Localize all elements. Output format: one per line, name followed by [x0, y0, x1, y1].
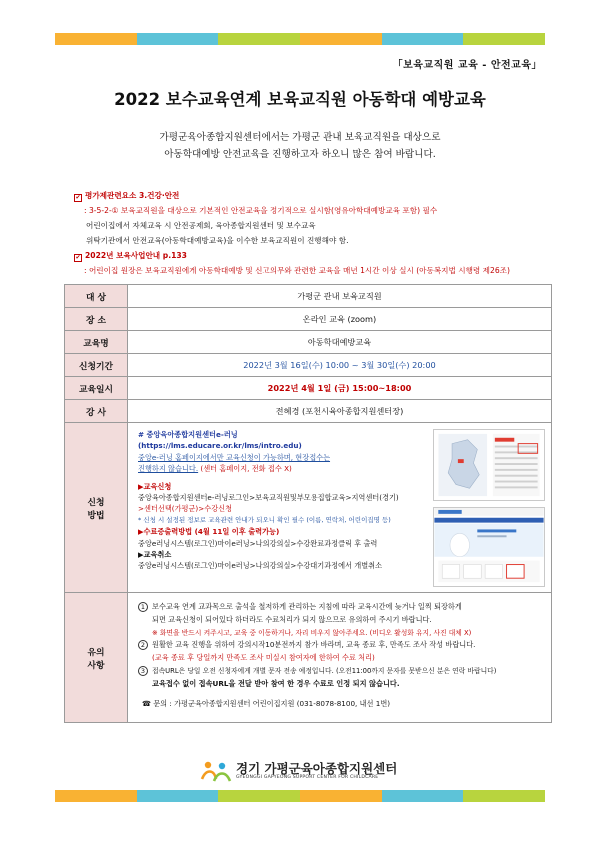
notes-section: ✔ 평가제관련요소 3.건강·안전 : 3-5-2-① 보육교직원을 대상으로 기본적인 안전교육을 정기적으로 실시함(영유아학대예방교육 포함) 필수 어린이집에서 자체교육 시 안전공제회, 육아종합지원센터 및 보수교육 위탁기관에서 안전교육(아동학대예방교육)을 이수한 보육교직원이 진행해야 함. ✔ 2022년 보육사업안내 p.133 : 어린이집 원장은 보육교직원에게 아동학대예방 및 신고의무와 관련한 교육을 매년 1시간 이상 실시 (아동복지법 시행령 제26조) — [75, 191, 510, 275]
period-value: 2022년 3월 16일(수) 10:00 ~ 3월 30일(수) 20:00 — [128, 354, 552, 377]
caution-label: 유의 사항 — [65, 593, 128, 723]
course-label: 교육명 — [65, 331, 128, 354]
target-label: 대 상 — [65, 285, 128, 308]
method-label: 신청 방법 — [65, 423, 128, 593]
lecturer-value: 전혜경 (포천시육아종합지원센터장) — [128, 400, 552, 423]
logo-icon — [200, 759, 232, 783]
site-title: # 중앙육아종합지원센터e-러닝 — [138, 430, 238, 439]
number-3-icon: 3 — [138, 666, 148, 676]
number-1-icon: 1 — [138, 602, 148, 612]
center-logo — [200, 759, 410, 785]
center-english-name: GYEONGGI GAPYEONG SUPPORT CENTER FOR CHILDCARE — [236, 775, 379, 780]
screenshot-thumbnail-elearning — [433, 507, 545, 587]
date-value: 2022년 4월 1일 (금) 15:00~18:00 — [128, 377, 552, 400]
site-url-link[interactable]: (https://lms.educare.or.kr/lms/intro.edu) — [138, 441, 302, 451]
checkbox-icon: ✔ — [75, 194, 81, 201]
top-color-bar — [55, 33, 545, 45]
method-cell: # 중앙육아종합지원센터e-러닝 (https://lms.educare.or.kr/lms/intro.edu) 중앙e-러닝 홈페이지에서만 교육신청이 가능하며, 현장접수는 진행하지 않습니다. (센터 홈페이지, 전화 접수 X) ▶교육신청 중앙육아종합지원센터e-러닝로그인>보육교직원및부모용집합교육>지역센터(경기) >센터선택(가평군)>수강신청 * 신청 시 설정된 정보로 교육관련 안내가 되오니 확인 필수 (이름, 연락처, 어린이집명 등) ▶수료증출력방법 (4월 11일 이후 출력가능) 중앙e러닝시스템(로그인)마이e러닝>나의강의실>수강완료과정클릭 후 출력 ▶교육취소 중앙e러닝시스템(로그인)마이e러닝>나의강의실>수강대기과정에서 개별취소 — [128, 423, 552, 593]
course-value: 아동학대예방교육 — [128, 331, 552, 354]
target-value: 가평군 관내 보육교직원 — [128, 285, 552, 308]
period-label: 신청기간 — [65, 354, 128, 377]
lecturer-label: 강 사 — [65, 400, 128, 423]
caution-cell: 1 보수교육 연계 교과목으로 출석을 철저하게 관리하는 지침에 따라 교육시간에 늦거나 일찍 퇴장하게 되면 교육신청이 되어있다 하더라도 수료처리가 되지 않으므로 유의하여 주시기 바랍니다. ※ 화면을 반드시 켜주시고, 교육 중 이동하거나, 자리 비우지 않아주세요. (비디오 활성화 유지, 사진 대체 X) 2 원활한 교육 진행을 위하여 강의시작10분전까지 참가 바라며, 교육 종료 후, 만족도 조사 작성 바랍니다. (교육 종료 후 당일까지 만족도 조사 미실시 참여자에 한하여 수료 처리) 3 접속URL은 당일 오전 신청자에게 개별 문자 전송 예정입니다. (오전11:00까지 문자를 못받으신 분은 연락 바랍니다) 교육접수 없이 접속URL을 전달 받아 참여 한 경우 수료로 인정 되지 않습니다. ☎ 문의 : 가평군육아종합지원센터 어린이집지원 (031-8078-8100, 내선 1번) — [128, 593, 552, 723]
contact-info: ☎ 문의 : 가평군육아종합지원센터 어린이집지원 (031-8078-8100, 내선 1번) — [142, 698, 391, 708]
bottom-color-bar — [55, 790, 545, 802]
number-2-icon: 2 — [138, 640, 148, 650]
date-label: 교육일시 — [65, 377, 128, 400]
screenshot-thumbnail-map — [433, 429, 545, 501]
center-name: 경기 가평군육아종합지원센터 — [236, 761, 398, 776]
place-label: 장 소 — [65, 308, 128, 331]
page-title: 2022 보수교육연계 보육교직원 아동학대 예방교육 — [114, 90, 486, 109]
place-value: 온라인 교육 (zoom) — [128, 308, 552, 331]
checkbox-icon: ✔ — [75, 254, 81, 261]
category-label: 「보육교직원 교육 - 안전교육」 — [392, 60, 542, 71]
intro-text: 가평군육아종합지원센터에서는 가평군 관내 보육교직원을 대상으로 아동학대예방 안전교육을 진행하고자 하오니 많은 참여 바랍니다. — [159, 132, 441, 160]
info-table — [64, 284, 552, 723]
